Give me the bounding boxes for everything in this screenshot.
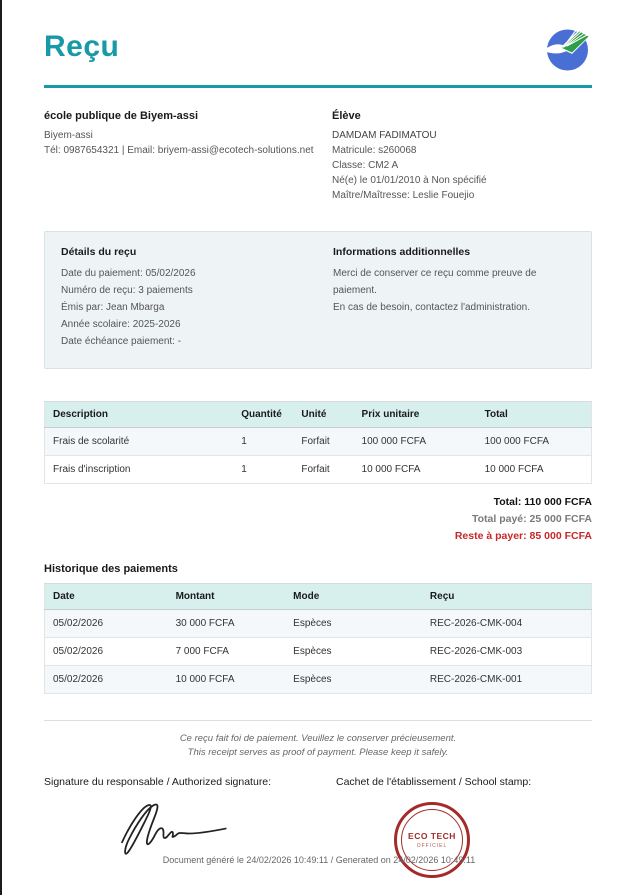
items-header-row bbox=[45, 402, 592, 428]
cell-unit: Forfait bbox=[293, 428, 353, 456]
school-location: Biyem-assi bbox=[44, 130, 93, 141]
col-unit-price: Prix unitaire bbox=[354, 402, 477, 428]
col-total: Total bbox=[477, 402, 592, 428]
payments-table bbox=[44, 583, 592, 694]
detail-school-year: Année scolaire: 2025-2026 bbox=[61, 319, 181, 330]
cell-description: Frais de scolarité bbox=[45, 428, 234, 456]
footer-divider bbox=[44, 720, 592, 721]
col-mode: Mode bbox=[285, 584, 422, 610]
receipt-details-box bbox=[44, 231, 592, 369]
student-matricule: Matricule: s260068 bbox=[332, 145, 417, 156]
table-row bbox=[45, 610, 592, 638]
col-amount: Montant bbox=[168, 584, 286, 610]
table-row bbox=[45, 456, 592, 484]
cell-amount: 10 000 FCFA bbox=[168, 666, 286, 694]
cell-quantity: 1 bbox=[233, 456, 293, 484]
header bbox=[44, 26, 592, 77]
stamp-text-secondary: OFFICIEL bbox=[416, 843, 448, 849]
detail-receipt-number: Numéro de reçu: 3 paiements bbox=[61, 285, 193, 296]
cell-total: 100 000 FCFA bbox=[477, 428, 592, 456]
info-line-1: Merci de conserver ce reçu comme preuve de paiement. bbox=[333, 268, 537, 296]
cell-mode: Espèces bbox=[285, 610, 422, 638]
school-logo-icon bbox=[546, 26, 592, 77]
student-heading: Élève bbox=[332, 110, 361, 122]
school-stamp bbox=[394, 802, 470, 878]
items-table bbox=[44, 401, 592, 484]
notice-en: This receipt serves as proof of payment. Please keep it safely. bbox=[187, 747, 449, 758]
cell-date: 05/02/2026 bbox=[45, 638, 168, 666]
school-info bbox=[44, 110, 332, 203]
signature-label: Signature du responsable / Authorized signature: bbox=[44, 776, 272, 788]
school-contact: Tél: 0987654321 | Email: briyem-assi@ecotech-solutions.net bbox=[44, 145, 314, 156]
cell-date: 05/02/2026 bbox=[45, 666, 168, 694]
col-unit: Unité bbox=[293, 402, 353, 428]
table-row bbox=[45, 428, 592, 456]
cell-receipt: REC-2026-CMK-001 bbox=[422, 666, 592, 694]
cell-date: 05/02/2026 bbox=[45, 610, 168, 638]
parties-section bbox=[44, 110, 592, 203]
cell-mode: Espèces bbox=[285, 666, 422, 694]
cell-description: Frais d'inscription bbox=[45, 456, 234, 484]
handwritten-signature bbox=[99, 798, 239, 860]
stamp-text-primary: ECO TECH bbox=[408, 831, 456, 841]
cell-mode: Espèces bbox=[285, 638, 422, 666]
additional-info bbox=[333, 246, 575, 350]
col-quantity: Quantité bbox=[233, 402, 293, 428]
cell-unit-price: 10 000 FCFA bbox=[354, 456, 477, 484]
accent-divider bbox=[44, 85, 592, 88]
student-class: Classe: CM2 A bbox=[332, 160, 399, 171]
cell-receipt: REC-2026-CMK-003 bbox=[422, 638, 592, 666]
col-date: Date bbox=[45, 584, 168, 610]
student-name: DAMDAM FADIMATOU bbox=[332, 130, 437, 141]
payments-header-row bbox=[45, 584, 592, 610]
col-description: Description bbox=[45, 402, 234, 428]
table-row bbox=[45, 638, 592, 666]
cell-quantity: 1 bbox=[233, 428, 293, 456]
stamp-label: Cachet de l'établissement / School stamp: bbox=[336, 776, 532, 788]
info-heading: Informations additionnelles bbox=[333, 246, 471, 258]
table-row bbox=[45, 666, 592, 694]
student-birth: Né(e) le 01/01/2010 à Non spécifié bbox=[332, 175, 487, 186]
cell-unit-price: 100 000 FCFA bbox=[354, 428, 477, 456]
school-name: école publique de Biyem-assi bbox=[44, 110, 199, 122]
cell-unit: Forfait bbox=[293, 456, 353, 484]
student-teacher: Maître/Maîtresse: Leslie Fouejio bbox=[332, 190, 475, 201]
col-receipt: Reçu bbox=[422, 584, 592, 610]
detail-due-date: Date échéance paiement: - bbox=[61, 336, 182, 347]
details-heading: Détails du reçu bbox=[61, 246, 137, 258]
notice-text bbox=[44, 732, 592, 760]
cell-receipt: REC-2026-CMK-004 bbox=[422, 610, 592, 638]
student-info bbox=[332, 110, 592, 203]
cell-amount: 7 000 FCFA bbox=[168, 638, 286, 666]
amount-remaining: Reste à payer: 85 000 FCFA bbox=[454, 530, 592, 542]
detail-payment-date: Date du paiement: 05/02/2026 bbox=[61, 268, 196, 279]
total-paid: Total payé: 25 000 FCFA bbox=[471, 513, 592, 525]
payments-heading: Historique des paiements bbox=[44, 563, 178, 575]
generated-timestamp: Document généré le 24/02/2026 10:49:11 / Generated on 24/02/2026 10:49:11 bbox=[162, 855, 476, 865]
detail-issued-by: Émis par: Jean Mbarga bbox=[61, 302, 165, 313]
receipt-details bbox=[61, 246, 333, 350]
total-amount: Total: 110 000 FCFA bbox=[493, 496, 592, 508]
cell-amount: 30 000 FCFA bbox=[168, 610, 286, 638]
cell-total: 10 000 FCFA bbox=[477, 456, 592, 484]
notice-fr: Ce reçu fait foi de paiement. Veuillez le conserver précieusement. bbox=[179, 733, 457, 744]
info-line-2: En cas de besoin, contactez l'administration. bbox=[333, 302, 531, 313]
totals-block bbox=[44, 494, 592, 545]
page-title: Reçu bbox=[44, 30, 120, 63]
